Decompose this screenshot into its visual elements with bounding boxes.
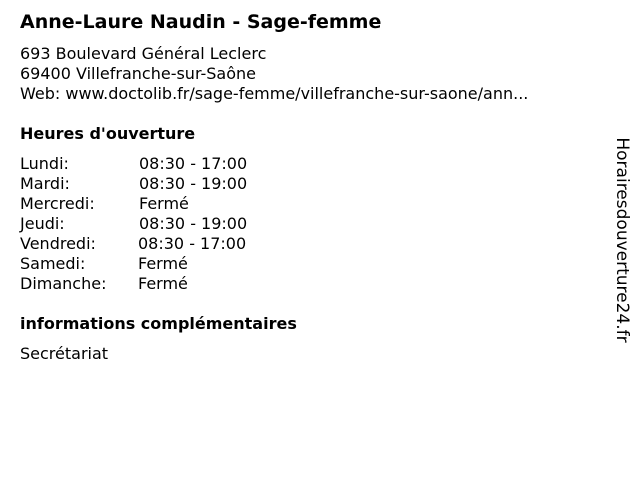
day-label: Mercredi: [20, 194, 95, 213]
time-value: Fermé [139, 194, 189, 213]
website-link[interactable]: Web: www.doctolib.fr/sage-femme/villefranche-sur-saone/ann... [20, 84, 529, 103]
day-label: Lundi: [20, 154, 69, 173]
additional-info-text: Secrétariat [20, 344, 109, 363]
day-label: Jeudi: [20, 214, 65, 233]
time-value: Fermé [138, 254, 188, 273]
day-label: Samedi: [20, 254, 86, 273]
additional-info-heading: informations complémentaires [20, 314, 297, 333]
site-watermark: Horairesdouverture24.fr [612, 137, 632, 343]
time-value: 08:30 - 17:00 [139, 154, 248, 173]
address-city: 69400 Villefranche-sur-Saône [20, 64, 257, 83]
time-value: 08:30 - 19:00 [139, 214, 248, 233]
opening-hours-heading: Heures d'ouverture [20, 124, 196, 143]
business-name: Anne-Laure Naudin - Sage-femme [20, 11, 382, 33]
day-label: Mardi: [20, 174, 70, 193]
time-value: 08:30 - 19:00 [139, 174, 248, 193]
day-label: Vendredi: [20, 234, 96, 253]
time-value: 08:30 - 17:00 [138, 234, 247, 253]
day-label: Dimanche: [20, 274, 107, 293]
address-street: 693 Boulevard Général Leclerc [20, 44, 267, 63]
time-value: Fermé [138, 274, 188, 293]
